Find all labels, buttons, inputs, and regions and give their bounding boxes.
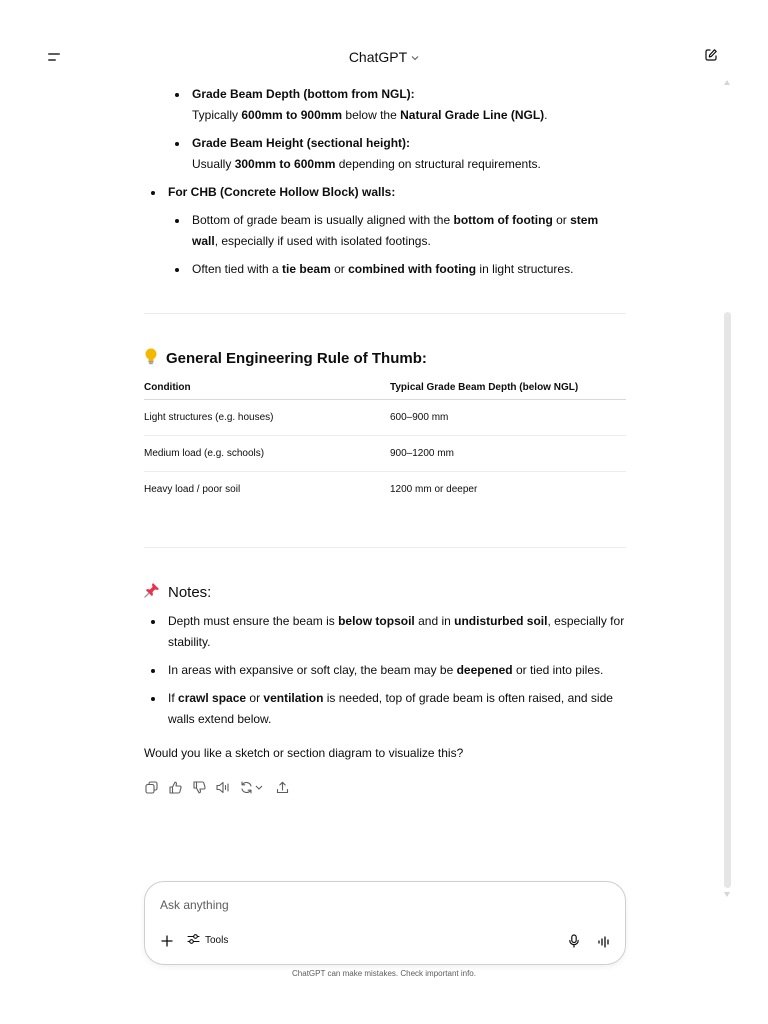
text: Bottom of grade beam is usually aligned with the — [192, 213, 454, 227]
bold-text: tie beam — [282, 262, 331, 276]
bold-text: ventilation — [263, 691, 324, 705]
plus-icon[interactable] — [160, 934, 174, 948]
scrollbar-thumb[interactable] — [724, 312, 731, 888]
bullet — [151, 620, 155, 624]
app-title: ChatGPT — [348, 49, 408, 65]
follow-up-question: Would you like a sketch or section diagram to visualize this? — [144, 746, 464, 760]
text: Often tied with a — [192, 262, 283, 276]
text: is needed, top of grade beam is often raised, and side walls extend below. — [168, 691, 613, 726]
bullet — [175, 268, 179, 272]
list-item — [144, 210, 626, 252]
bullet — [175, 219, 179, 223]
table-row — [144, 400, 626, 436]
text: below the — [342, 108, 401, 122]
chevron-down-icon — [411, 48, 419, 64]
microphone-icon[interactable] — [567, 934, 581, 948]
bold-text: 600mm to 900mm — [241, 108, 343, 122]
scroll-up-arrow[interactable] — [724, 80, 730, 85]
bold-text: deepened — [456, 663, 513, 677]
section-heading — [144, 347, 427, 369]
text: . — [544, 108, 548, 122]
list-item — [144, 660, 626, 681]
list-item — [144, 182, 626, 203]
list-item — [144, 688, 626, 730]
table-header: Condition — [144, 378, 390, 400]
composer — [144, 881, 626, 965]
table-header-row — [144, 378, 626, 400]
grade-height-label: Grade Beam Height (sectional height): — [192, 136, 411, 150]
divider — [144, 547, 626, 548]
text: or — [330, 262, 349, 276]
new-chat-edit-icon[interactable] — [704, 48, 722, 66]
text: or tied into piles. — [512, 663, 604, 677]
text: or — [246, 691, 264, 705]
list-item — [144, 84, 626, 126]
table-row — [144, 436, 626, 472]
model-selector-button[interactable] — [349, 49, 419, 65]
tools-label: Tools — [205, 935, 229, 946]
text: depending on structural requirements. — [335, 157, 541, 171]
pushpin-icon — [144, 582, 160, 602]
table-cell: Heavy load / poor soil — [144, 484, 241, 495]
list-item — [144, 133, 626, 175]
bullet — [175, 142, 179, 146]
assistant-message — [144, 84, 626, 280]
notes-heading: Notes: — [168, 583, 212, 601]
table-header: Typical Grade Beam Depth (below NGL) — [390, 378, 626, 400]
table-cell: 1200 mm or deeper — [390, 484, 478, 495]
table-cell: 900–1200 mm — [390, 436, 626, 472]
table-row — [144, 472, 626, 508]
text: and in — [414, 614, 455, 628]
list-item — [144, 611, 626, 653]
rule-table — [144, 378, 626, 507]
text: , especially for stability. — [168, 614, 625, 649]
bold-text: below topsoil — [338, 614, 415, 628]
table-cell: Medium load (e.g. schools) — [144, 436, 390, 472]
text: in light structures. — [476, 262, 574, 276]
bullet — [151, 191, 155, 195]
bold-text: bottom of footing — [453, 213, 553, 227]
text: If — [168, 691, 179, 705]
bold-text: combined with footing — [348, 262, 477, 276]
message-actions — [144, 780, 290, 795]
bold-text: Natural Grade Line (NGL) — [400, 108, 545, 122]
text: Typically — [192, 108, 242, 122]
text: Depth must ensure the beam is — [168, 614, 339, 628]
table-cell: Light structures (e.g. houses) — [144, 400, 390, 436]
text: or — [552, 213, 571, 227]
tools-icon — [187, 933, 200, 948]
scroll-down-arrow[interactable] — [724, 892, 730, 897]
bullet — [151, 669, 155, 673]
rule-heading: General Engineering Rule of Thumb: — [166, 349, 427, 367]
table-cell: 600–900 mm — [390, 400, 626, 436]
share-icon[interactable] — [275, 780, 290, 795]
chb-label: For CHB (Concrete Hollow Block) walls: — [168, 185, 396, 199]
text: Usually — [192, 157, 235, 171]
bold-text: stem wall — [192, 213, 599, 248]
prompt-input[interactable]: Ask anything — [160, 898, 229, 912]
regenerate-icon[interactable] — [240, 780, 266, 795]
text: In areas with expansive or soft clay, the beam may be — [168, 663, 457, 677]
bold-text: 300mm to 600mm — [234, 157, 336, 171]
copy-icon[interactable] — [144, 780, 159, 795]
bullet — [175, 93, 179, 97]
bullet — [151, 697, 155, 701]
model-selector — [0, 48, 768, 65]
thumbs-up-icon[interactable] — [168, 780, 183, 795]
bold-text: crawl space — [178, 691, 247, 705]
voice-mode-icon[interactable] — [597, 935, 611, 947]
read-aloud-icon[interactable] — [216, 780, 231, 795]
text: , especially if used with isolated footings. — [214, 234, 431, 248]
section-heading — [144, 582, 211, 602]
disclaimer: ChatGPT can make mistakes. Check important info. — [292, 969, 476, 978]
thumbs-down-icon[interactable] — [192, 780, 207, 795]
lightbulb-icon — [144, 347, 158, 369]
tools-button[interactable] — [187, 933, 228, 948]
grade-depth-label: Grade Beam Depth (bottom from NGL): — [192, 87, 415, 101]
divider — [144, 313, 626, 314]
list-item — [144, 259, 626, 280]
notes-list — [144, 611, 626, 764]
bold-text: undisturbed soil — [454, 614, 548, 628]
